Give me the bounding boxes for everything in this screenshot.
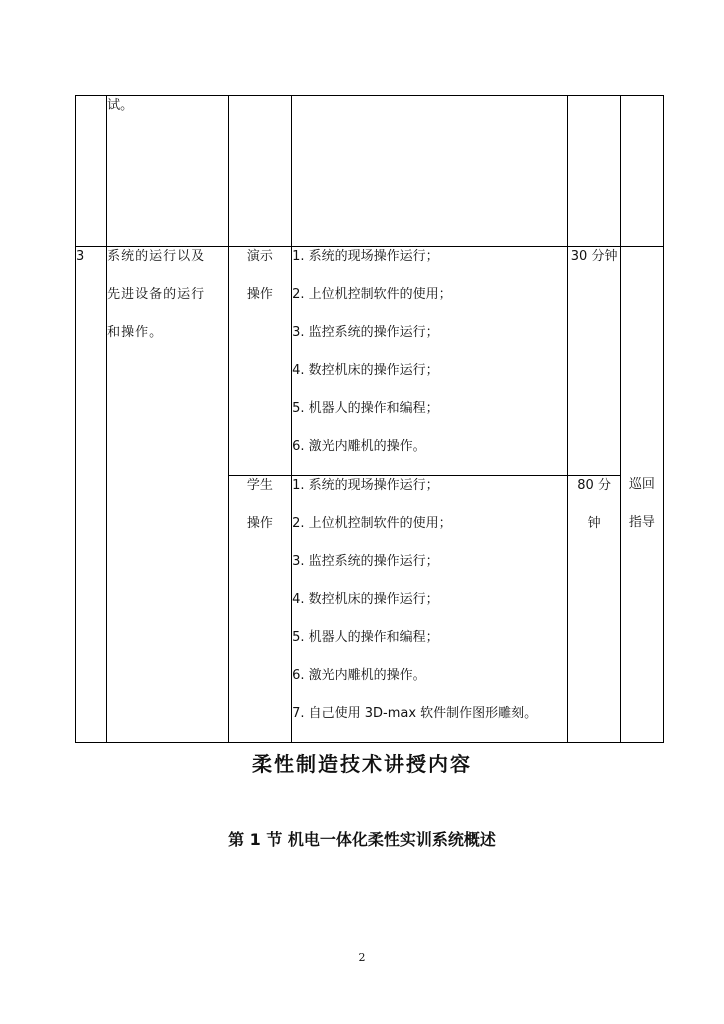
time-text: 30 分钟 bbox=[570, 249, 618, 264]
step-line: 4. 数控机床的操作运行； bbox=[292, 363, 439, 378]
section-heading: 第 1 节 机电一体化柔性实训系统概述 bbox=[228, 830, 496, 849]
step-line: 3. 监控系统的操作运行； bbox=[292, 325, 439, 340]
step-line: 6. 激光内雕机的操作。 bbox=[292, 439, 426, 454]
table-row-3-demo bbox=[76, 247, 664, 476]
time-line: 钟 bbox=[587, 516, 601, 531]
topic-line: 系统的运行以及 bbox=[107, 249, 206, 264]
cell-number-empty bbox=[76, 96, 107, 247]
step-line: 5. 机器人的操作和编程； bbox=[292, 401, 439, 416]
step-line: 2. 上位机控制软件的使用； bbox=[292, 287, 452, 302]
cell-number bbox=[76, 247, 107, 743]
cell-time-empty bbox=[568, 96, 620, 247]
method-line: 学生 bbox=[246, 478, 273, 493]
table-row-continued bbox=[76, 96, 664, 247]
lesson-plan-table bbox=[75, 95, 664, 743]
step-line: 1. 系统的现场操作运行； bbox=[292, 478, 439, 493]
step-line: 6. 激光内雕机的操作。 bbox=[292, 668, 426, 683]
row-number: 3 bbox=[76, 249, 85, 264]
step-line: 4. 数控机床的操作运行； bbox=[292, 592, 439, 607]
topic-text: 试。 bbox=[107, 98, 134, 113]
step-line: 1. 系统的现场操作运行； bbox=[292, 249, 439, 264]
guide-line: 巡回 bbox=[628, 477, 655, 492]
time-line: 80 分 bbox=[577, 478, 611, 493]
cell-guide-empty bbox=[620, 96, 663, 247]
cell-time-student bbox=[568, 476, 620, 743]
step-line: 3. 监控系统的操作运行； bbox=[292, 554, 439, 569]
step-line: 2. 上位机控制软件的使用； bbox=[292, 516, 452, 531]
cell-topic bbox=[107, 247, 229, 743]
method-line: 演示 bbox=[246, 249, 273, 264]
method-line: 操作 bbox=[246, 516, 273, 531]
cell-time-demo bbox=[568, 247, 620, 476]
page-number: 2 bbox=[358, 951, 366, 964]
topic-line: 先进设备的运行 bbox=[107, 287, 206, 302]
cell-method-demo bbox=[228, 247, 291, 476]
cell-method-empty bbox=[228, 96, 291, 247]
step-line: 7. 自己使用 3D-max 软件制作图形雕刻。 bbox=[292, 706, 538, 721]
topic-line: 和操作。 bbox=[107, 325, 164, 340]
cell-steps-empty bbox=[292, 96, 568, 247]
content-heading: 柔性制造技术讲授内容 bbox=[252, 752, 472, 776]
cell-guide bbox=[620, 247, 663, 743]
cell-method-student bbox=[228, 476, 291, 743]
cell-steps-student bbox=[292, 476, 568, 743]
step-line: 5. 机器人的操作和编程； bbox=[292, 630, 439, 645]
cell-topic-continued bbox=[107, 96, 229, 247]
method-line: 操作 bbox=[246, 287, 273, 302]
guide-line: 指导 bbox=[628, 515, 655, 530]
cell-steps-demo bbox=[292, 247, 568, 476]
